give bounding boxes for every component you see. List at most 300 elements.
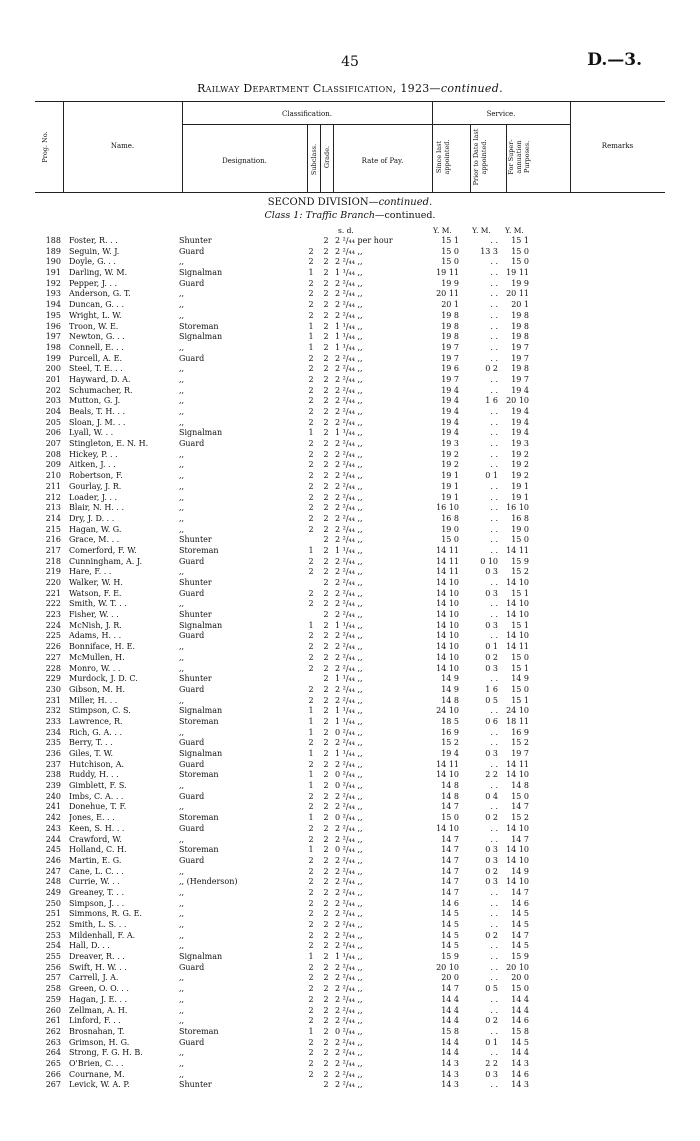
cell-grade: 2 <box>323 481 329 491</box>
cell-rate-of-pay: 2 ²/₄₄ ,, <box>335 278 363 288</box>
cell-name: Steel, T. E. . . <box>69 364 123 374</box>
cell-prior-service: 0 6 <box>485 716 498 726</box>
table-row <box>0 813 700 824</box>
cell-prog-no: 266 <box>45 1069 61 1079</box>
cell-grade: 2 <box>323 417 329 427</box>
cell-since-last-appointed: 19 4 <box>441 396 459 406</box>
cell-subclass: 1 <box>308 813 314 823</box>
cell-name: Darling, W. M. <box>69 268 128 278</box>
title-main: Railway Department Classification, 1923— <box>197 82 441 95</box>
cell-rate-of-pay: 2 ²/₄₄ ,, <box>335 898 363 908</box>
table-row <box>0 236 700 247</box>
cell-prog-no: 189 <box>45 246 61 256</box>
cell-rate-of-pay: 2 ²/₄₄ ,, <box>335 855 363 865</box>
cell-prior-service: . . <box>490 268 498 278</box>
cell-since-last-appointed: 15 9 <box>441 952 459 962</box>
cell-subclass: 1 <box>308 268 314 278</box>
cell-subclass: 1 <box>308 749 314 758</box>
cell-designation: Shunter <box>179 1080 212 1090</box>
table-row <box>0 931 700 942</box>
cell-prog-no: 219 <box>45 567 61 577</box>
cell-designation: Storeman <box>179 813 219 823</box>
cell-since-last-appointed: 19 7 <box>441 342 459 352</box>
cell-grade: 2 <box>323 268 329 278</box>
cell-name: Lyall, W. . . <box>69 428 114 438</box>
cell-prior-service: 0 1 <box>485 471 498 481</box>
cell-subclass: 2 <box>308 791 314 801</box>
cell-prog-no: 204 <box>45 407 61 416</box>
cell-grade: 2 <box>323 845 329 855</box>
cell-designation: Guard <box>179 631 205 641</box>
cell-rate-of-pay: 1 ¹/₄₄ ,, <box>335 749 363 758</box>
cell-designation: Shunter <box>179 674 212 684</box>
cell-superannuation-service: 14 10 <box>506 845 529 855</box>
table-row <box>0 343 700 354</box>
cell-superannuation-service: 19 4 <box>511 385 529 395</box>
cell-subclass: 2 <box>308 492 314 502</box>
table-row <box>0 867 700 878</box>
cell-grade: 2 <box>323 439 329 449</box>
cell-grade: 2 <box>323 695 329 705</box>
cell-since-last-appointed: 19 3 <box>441 439 459 449</box>
cell-designation: ,, <box>179 374 185 384</box>
cell-subclass: 2 <box>308 1005 314 1015</box>
table-row <box>0 835 700 846</box>
cell-name: Pepper, J. . . <box>69 278 118 288</box>
cell-name: Lawrence, R. <box>69 716 123 726</box>
cell-name: Gourlay, J. R. <box>69 481 122 491</box>
divider <box>320 124 321 192</box>
cell-since-last-appointed: 14 4 <box>441 1037 459 1047</box>
cell-prior-service: . . <box>490 578 498 587</box>
cell-since-last-appointed: 14 7 <box>441 866 459 876</box>
cell-prog-no: 215 <box>45 524 61 534</box>
table-row <box>0 664 700 675</box>
cell-prog-no: 241 <box>45 802 61 812</box>
cell-name: Connell, E. . . <box>69 342 124 352</box>
cell-prog-no: 206 <box>45 428 61 438</box>
cell-since-last-appointed: 20 0 <box>441 973 459 983</box>
cell-rate-of-pay: 2 ²/₄₄ ,, <box>335 610 363 620</box>
cell-prog-no: 218 <box>45 556 61 566</box>
cell-since-last-appointed: 14 7 <box>441 984 459 994</box>
cell-superannuation-service: 19 9 <box>511 278 529 288</box>
cell-prior-service: 0 3 <box>485 855 498 865</box>
cell-since-last-appointed: 14 7 <box>441 802 459 812</box>
table-row <box>0 642 700 653</box>
cell-prior-service: 0 2 <box>485 813 498 823</box>
header-classification: Classification. <box>282 110 332 118</box>
cell-superannuation-service: 15 1 <box>511 620 529 630</box>
cell-prog-no: 252 <box>45 920 61 929</box>
cell-designation: ,, <box>179 385 185 395</box>
cell-prog-no: 237 <box>45 759 61 769</box>
cell-name: Stingleton, E. N. H. <box>69 439 149 449</box>
cell-grade: 2 <box>323 994 329 1004</box>
cell-since-last-appointed: 14 3 <box>441 1069 459 1079</box>
cell-since-last-appointed: 14 4 <box>441 1016 459 1026</box>
cell-designation: ,, <box>179 513 185 523</box>
cell-prog-no: 236 <box>45 749 61 758</box>
cell-subclass: 2 <box>308 823 314 833</box>
cell-name: Imbs, C. A. . . <box>69 791 124 801</box>
cell-superannuation-service: 14 10 <box>506 855 529 865</box>
cell-designation: Storeman <box>179 770 219 780</box>
cell-prior-service: . . <box>490 610 498 620</box>
cell-since-last-appointed: 19 7 <box>441 353 459 363</box>
cell-grade: 2 <box>323 1016 329 1026</box>
cell-designation: Shunter <box>179 578 212 587</box>
cell-since-last-appointed: 19 2 <box>441 449 459 459</box>
cell-prog-no: 222 <box>45 599 61 609</box>
cell-prior-service: . . <box>490 535 498 545</box>
cell-rate-of-pay: 2 ²/₄₄ ,, <box>335 1080 363 1090</box>
cell-since-last-appointed: 14 10 <box>436 599 459 609</box>
cell-prior-service: . . <box>490 353 498 363</box>
cell-prior-service: 0 2 <box>485 866 498 876</box>
cell-prior-service: . . <box>490 428 498 438</box>
cell-rate-of-pay: 2 ²/₄₄ ,, <box>335 407 363 416</box>
cell-rate-of-pay: 2 ²/₄₄ ,, <box>335 887 363 897</box>
cell-subclass: 1 <box>308 620 314 630</box>
cell-rate-of-pay: 0 ²/₄₄ ,, <box>335 770 363 780</box>
cell-rate-of-pay: 2 ²/₄₄ ,, <box>335 984 363 994</box>
cell-prog-no: 247 <box>45 866 61 876</box>
cell-name: Anderson, G. T. <box>69 289 131 299</box>
table-row <box>0 749 700 760</box>
cell-grade: 2 <box>323 310 329 320</box>
cell-rate-of-pay: 2 ²/₄₄ ,, <box>335 920 363 929</box>
cell-name: Seguin, W. J. <box>69 246 120 256</box>
cell-grade: 2 <box>323 920 329 929</box>
table-row <box>0 781 700 792</box>
cell-prog-no: 265 <box>45 1058 61 1068</box>
cell-grade: 2 <box>323 642 329 652</box>
table-row <box>0 696 700 707</box>
cell-name: Giles, T. W. <box>69 749 114 758</box>
cell-subclass: 1 <box>308 781 314 791</box>
cell-since-last-appointed: 19 4 <box>441 407 459 416</box>
divider <box>182 124 570 125</box>
cell-prog-no: 196 <box>45 321 61 331</box>
cell-subclass: 2 <box>308 567 314 577</box>
cell-grade: 2 <box>323 791 329 801</box>
cell-designation: Signalman <box>179 428 223 438</box>
cell-rate-of-pay: 2 ²/₄₄ ,, <box>335 652 363 662</box>
cell-since-last-appointed: 19 1 <box>441 492 459 502</box>
cell-prior-service: 0 5 <box>485 695 498 705</box>
cell-prior-service: 0 3 <box>485 663 498 673</box>
cell-since-last-appointed: 18 5 <box>441 716 459 726</box>
cell-since-last-appointed: 14 3 <box>441 1058 459 1068</box>
cell-superannuation-service: 15 1 <box>511 588 529 598</box>
cell-subclass: 2 <box>308 1016 314 1026</box>
cell-grade: 2 <box>323 663 329 673</box>
cell-rate-of-pay: 2 ²/₄₄ ,, <box>335 1037 363 1047</box>
table-row <box>0 685 700 696</box>
cell-designation: ,, <box>179 973 185 983</box>
cell-rate-of-pay: 2 ²/₄₄ ,, <box>335 289 363 299</box>
cell-grade: 2 <box>323 257 329 267</box>
cell-designation: Guard <box>179 439 205 449</box>
cell-since-last-appointed: 19 4 <box>441 385 459 395</box>
cell-prog-no: 240 <box>45 791 61 801</box>
cell-prog-no: 238 <box>45 770 61 780</box>
cell-prog-no: 228 <box>45 663 61 673</box>
cell-prog-no: 208 <box>45 449 61 459</box>
cell-grade: 2 <box>323 738 329 748</box>
cell-grade: 2 <box>323 332 329 342</box>
cell-superannuation-service: 14 7 <box>511 834 529 844</box>
cell-name: Doyle, G. . . <box>69 257 116 267</box>
cell-prior-service: . . <box>490 460 498 470</box>
cell-since-last-appointed: 14 10 <box>436 642 459 652</box>
cell-grade: 2 <box>323 1048 329 1058</box>
cell-grade: 2 <box>323 716 329 726</box>
table-row <box>0 364 700 375</box>
cell-rate-of-pay: 0 ²/₄₄ ,, <box>335 1026 363 1036</box>
table-row <box>0 257 700 268</box>
cell-designation: ,, <box>179 417 185 427</box>
cell-designation: Signalman <box>179 268 223 278</box>
cell-prior-service: 0 2 <box>485 1016 498 1026</box>
cell-rate-of-pay: 2 ²/₄₄ ,, <box>335 503 363 513</box>
cell-superannuation-service: 14 10 <box>506 599 529 609</box>
cell-subclass: 2 <box>308 396 314 406</box>
table-row <box>0 877 700 888</box>
table-row <box>0 706 700 717</box>
cell-since-last-appointed: 15 8 <box>441 1026 459 1036</box>
cell-rate-of-pay: 2 ²/₄₄ ,, <box>335 492 363 502</box>
cell-name: Hickey, P. . . <box>69 449 118 459</box>
header-designation: Designation. <box>222 157 267 165</box>
page-number: 45 <box>341 54 359 70</box>
cell-rate-of-pay: 2 ²/₄₄ ,, <box>335 417 363 427</box>
cell-prior-service: . . <box>490 1005 498 1015</box>
cell-designation: ,, <box>179 289 185 299</box>
cell-since-last-appointed: 19 4 <box>441 749 459 758</box>
cell-designation: ,, <box>179 1048 185 1058</box>
cell-prior-service: 0 3 <box>485 620 498 630</box>
cell-superannuation-service: 15 0 <box>511 652 529 662</box>
cell-superannuation-service: 14 8 <box>511 781 529 791</box>
cell-subclass: 2 <box>308 1058 314 1068</box>
units-sd: s. d. <box>338 226 354 235</box>
cell-prog-no: 261 <box>45 1016 61 1026</box>
table-row <box>0 995 700 1006</box>
cell-designation: ,, <box>179 930 185 940</box>
cell-subclass: 2 <box>308 460 314 470</box>
table-row <box>0 770 700 781</box>
cell-name: Hagan, J. E. . . <box>69 994 128 1004</box>
cell-since-last-appointed: 14 10 <box>436 610 459 620</box>
table-row <box>0 1080 700 1091</box>
cell-designation: ,, <box>179 1069 185 1079</box>
cell-designation: Guard <box>179 588 205 598</box>
cell-designation: ,, <box>179 642 185 652</box>
cell-rate-of-pay: 2 ²/₄₄ ,, <box>335 759 363 769</box>
cell-grade: 2 <box>323 503 329 513</box>
cell-subclass: 1 <box>308 428 314 438</box>
cell-name: Schumacher, R. <box>69 385 133 395</box>
cell-subclass: 2 <box>308 300 314 310</box>
table-row <box>0 386 700 397</box>
cell-since-last-appointed: 14 7 <box>441 877 459 887</box>
cell-grade: 2 <box>323 428 329 438</box>
cell-rate-of-pay: 2 ²/₄₄ ,, <box>335 642 363 652</box>
cell-prog-no: 239 <box>45 781 61 791</box>
cell-rate-of-pay: 2 ²/₄₄ ,, <box>335 823 363 833</box>
units-ym-super: Y. M. <box>505 226 524 235</box>
cell-name: Grimson, H. G. <box>69 1037 130 1047</box>
cell-since-last-appointed: 14 5 <box>441 909 459 919</box>
cell-name: Cournane, M. <box>69 1069 125 1079</box>
cell-superannuation-service: 14 5 <box>511 920 529 929</box>
cell-since-last-appointed: 14 9 <box>441 684 459 694</box>
cell-superannuation-service: 14 7 <box>511 802 529 812</box>
cell-prior-service: . . <box>490 342 498 352</box>
cell-designation: ,, <box>179 663 185 673</box>
cell-name: Ruddy, H. . . <box>69 770 119 780</box>
cell-name: Cane, L. C. . . <box>69 866 124 876</box>
cell-prior-service: . . <box>490 962 498 972</box>
cell-subclass: 2 <box>308 481 314 491</box>
cell-superannuation-service: 20 1 <box>511 300 529 310</box>
cell-superannuation-service: 15 0 <box>511 257 529 267</box>
cell-since-last-appointed: 15 0 <box>441 535 459 545</box>
cell-prog-no: 248 <box>45 877 61 887</box>
cell-prog-no: 214 <box>45 513 61 523</box>
cell-grade: 2 <box>323 930 329 940</box>
cell-grade: 2 <box>323 524 329 534</box>
cell-since-last-appointed: 15 0 <box>441 257 459 267</box>
cell-name: Adams, H. . . <box>69 631 122 641</box>
cell-name: Carrell, J. A. <box>69 973 119 983</box>
cell-superannuation-service: 19 0 <box>511 524 529 534</box>
cell-grade: 2 <box>323 535 329 545</box>
cell-superannuation-service: 15 2 <box>511 738 529 748</box>
table-row <box>0 268 700 279</box>
cell-name: Fisher, W. . . <box>69 610 119 620</box>
cell-rate-of-pay: 1 ¹/₄₄ ,, <box>335 716 363 726</box>
cell-rate-of-pay: 2 ²/₄₄ ,, <box>335 834 363 844</box>
table-row <box>0 728 700 739</box>
cell-designation: Guard <box>179 684 205 694</box>
cell-superannuation-service: 14 6 <box>511 1016 529 1026</box>
header-grade: Grade. <box>323 145 331 169</box>
cell-since-last-appointed: 14 8 <box>441 781 459 791</box>
cell-prior-service: . . <box>490 439 498 449</box>
cell-subclass: 1 <box>308 770 314 780</box>
cell-grade: 2 <box>323 278 329 288</box>
cell-rate-of-pay: 2 ²/₄₄ ,, <box>335 684 363 694</box>
table-row <box>0 653 700 664</box>
table-row <box>0 493 700 504</box>
cell-rate-of-pay: 2 ²/₄₄ ,, <box>335 300 363 310</box>
header-prog-no: Prog. No. <box>41 131 49 163</box>
cell-designation: ,, <box>179 310 185 320</box>
cell-since-last-appointed: 16 8 <box>441 513 459 523</box>
cell-grade: 2 <box>323 684 329 694</box>
cell-since-last-appointed: 14 7 <box>441 855 459 865</box>
cell-prior-service: . . <box>490 257 498 267</box>
cell-since-last-appointed: 16 10 <box>436 503 459 513</box>
cell-subclass: 2 <box>308 695 314 705</box>
cell-prior-service: . . <box>490 417 498 427</box>
cell-superannuation-service: 15 1 <box>511 695 529 705</box>
cell-prog-no: 211 <box>45 481 61 491</box>
cell-prog-no: 190 <box>45 257 61 267</box>
cell-since-last-appointed: 14 8 <box>441 695 459 705</box>
cell-prior-service: 1 6 <box>485 684 498 694</box>
cell-subclass: 2 <box>308 759 314 769</box>
cell-name: Linford, F. . . <box>69 1016 121 1026</box>
table-row <box>0 567 700 578</box>
cell-superannuation-service: 20 0 <box>511 973 529 983</box>
cell-superannuation-service: 19 7 <box>511 342 529 352</box>
cell-subclass: 2 <box>308 973 314 983</box>
cell-since-last-appointed: 14 7 <box>441 845 459 855</box>
cell-superannuation-service: 19 2 <box>511 471 529 481</box>
cell-name: Crawford, W. <box>69 834 122 844</box>
cell-designation: ,, <box>179 984 185 994</box>
cell-designation: ,, <box>179 492 185 502</box>
cell-subclass: 2 <box>308 909 314 919</box>
cell-designation: Shunter <box>179 535 212 545</box>
cell-subclass: 2 <box>308 941 314 951</box>
cell-rate-of-pay: 2 ²/₄₄ ,, <box>335 364 363 374</box>
cell-prior-service: . . <box>490 300 498 310</box>
cell-superannuation-service: 19 4 <box>511 407 529 416</box>
cell-prog-no: 231 <box>45 695 61 705</box>
table-row <box>0 973 700 984</box>
cell-grade: 2 <box>323 823 329 833</box>
cell-prior-service: . . <box>490 887 498 897</box>
cell-grade: 2 <box>323 866 329 876</box>
table-row <box>0 247 700 258</box>
cell-prior-service: 0 3 <box>485 1069 498 1079</box>
cell-grade: 2 <box>323 674 329 684</box>
cell-prior-service: 1 6 <box>485 396 498 406</box>
cell-since-last-appointed: 19 4 <box>441 417 459 427</box>
cell-subclass: 2 <box>308 588 314 598</box>
cell-superannuation-service: 19 8 <box>511 364 529 374</box>
cell-since-last-appointed: 14 7 <box>441 887 459 897</box>
cell-since-last-appointed: 19 2 <box>441 460 459 470</box>
cell-subclass: 2 <box>308 364 314 374</box>
units-ym-since: Y. M. <box>433 226 452 235</box>
cell-name: Dry, J. D. . . <box>69 513 115 523</box>
cell-prog-no: 224 <box>45 620 61 630</box>
cell-rate-of-pay: 2 ²/₄₄ ,, <box>335 994 363 1004</box>
header-prior: Prior to Date last appointed. <box>472 128 488 186</box>
cell-subclass: 2 <box>308 1037 314 1047</box>
cell-superannuation-service: 19 7 <box>511 749 529 758</box>
cell-since-last-appointed: 19 11 <box>436 268 459 278</box>
cell-designation: ,, <box>179 920 185 929</box>
cell-designation: Guard <box>179 1037 205 1047</box>
cell-prior-service: . . <box>490 909 498 919</box>
cell-subclass: 1 <box>308 845 314 855</box>
cell-prior-service: . . <box>490 545 498 555</box>
table-row <box>0 471 700 482</box>
cell-since-last-appointed: 14 10 <box>436 578 459 587</box>
table-row <box>0 332 700 343</box>
table-row <box>0 888 700 899</box>
cell-prog-no: 229 <box>45 674 61 684</box>
cell-designation: ,, <box>179 834 185 844</box>
cell-prior-service: . . <box>490 973 498 983</box>
